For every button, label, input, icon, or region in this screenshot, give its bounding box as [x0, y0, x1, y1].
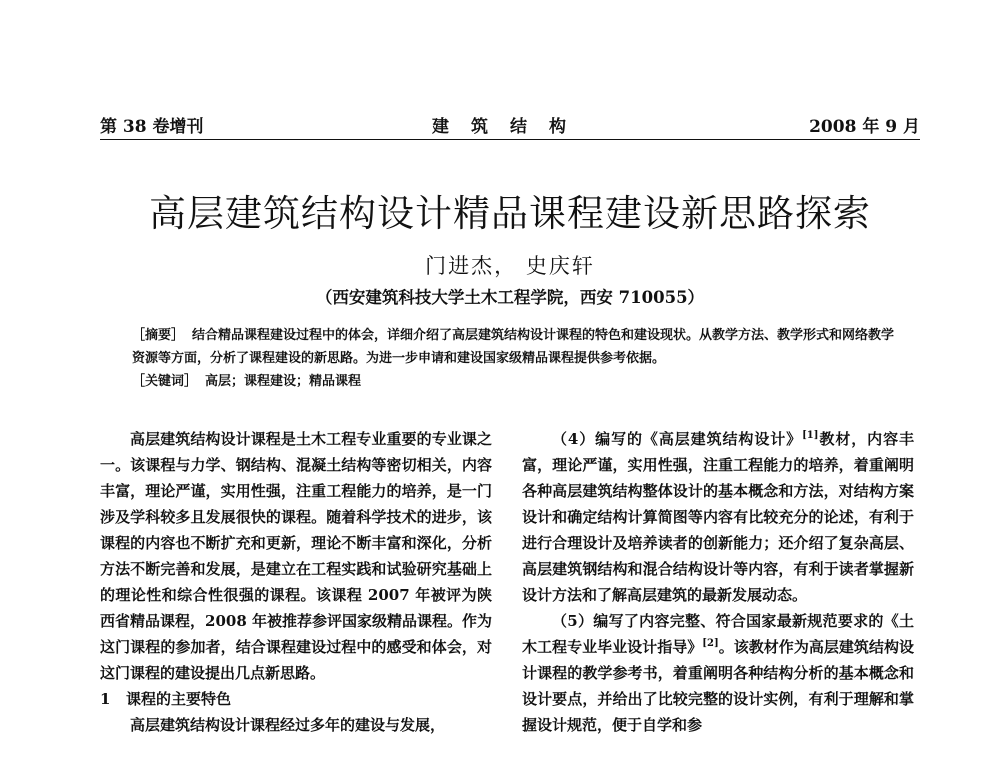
section-number: 1 [100, 690, 111, 708]
author-affiliation: （西安建筑科技大学土木工程学院，西安 710055） [315, 288, 705, 307]
citation-1: [1] [802, 430, 819, 441]
abstract-paragraph [132, 324, 902, 370]
running-header [100, 112, 920, 138]
item-5-text-rest: 。该教材作为高层建筑结构设计课程的教学参考书，着重阐明各种结构分析的基本概念和设计要点，并给出了比较完整的设计实例，有利于理解和掌握设计规范，便于自学和参 [522, 638, 914, 734]
body-column-right [522, 426, 914, 738]
abstract-block [132, 324, 902, 393]
section-paragraph: 高层建筑结构设计课程经过多年的建设与发展， [130, 716, 446, 734]
keywords-label: ［关键词］ [132, 374, 198, 389]
issue-date: 2008 年 9 月 [809, 117, 920, 137]
volume-label: 第 38 卷增刊 [100, 117, 204, 137]
citation-2: [2] [702, 638, 719, 649]
intro-paragraph: 高层建筑结构设计课程是土木工程专业重要的专业课之一。该课程与力学、钢结构、混凝土结构等密切相关，内容丰富，理论严谨，实用性强，注重工程能力的培养，是一门涉及学科较多且发展很快的课程。随着科学技术的进步，该课程的内容也不断扩充和更新，理论不断丰富和深化，分析方法不断完善和发展，是建立在工程实践和试验研究基础上的理论性和综合性很强的课程。该课程 2007 年被评为陕西省精品课程，2008 年被推荐参评国家级精品课程。作为这门课程的参加者，结合课程建设过程中的感受和体会，对这门课程的建设提出几点新思路。 [100, 430, 492, 682]
section-heading [100, 686, 492, 712]
author-list: 门进杰， 史庆轩 [425, 254, 595, 278]
item-5-text-start: （5）编写了内容完整、符合国家最新规范要求的《土木工程专业毕业设计指导》 [522, 612, 914, 656]
keywords-text: 高层；课程建设；精品课程 [205, 374, 362, 389]
keywords-line [132, 370, 902, 393]
abstract-text: 结合精品课程建设过程中的体会，详细介绍了高层建筑结构设计课程的特色和建设现状。从教学方法、教学形式和网络教学资源等方面，分析了课程建设的新思路。为进一步申请和建设国家级精品课程提供参考依据。 [132, 328, 895, 366]
abstract-label: ［摘要］ [132, 328, 185, 343]
section-title: 课程的主要特色 [126, 690, 232, 708]
journal-name: 建筑结构 [432, 117, 588, 137]
item-4-text-start: （4）编写的《高层建筑结构设计》 [552, 430, 803, 448]
body-column-left [100, 426, 492, 738]
item-4-text-rest: 教材，内容丰富，理论严谨，实用性强，注重工程能力的培养，着重阐明各种高层建筑结构整体设计的基本概念和方法，对结构方案设计和确定结构计算简图等内容有比较充分的论述，有利于进行合理设计及培养读者的创新能力；还介绍了复杂高层、高层建筑钢结构和混合结构设计等内容，有利于读者掌握新设计方法和了解高层建筑的最新发展动态。 [522, 430, 914, 604]
header-divider [100, 139, 920, 140]
item-4-paragraph [522, 426, 914, 608]
item-5-paragraph [522, 608, 914, 738]
paper-title: 高层建筑结构设计精品课程建设新思路探索 [149, 192, 871, 235]
